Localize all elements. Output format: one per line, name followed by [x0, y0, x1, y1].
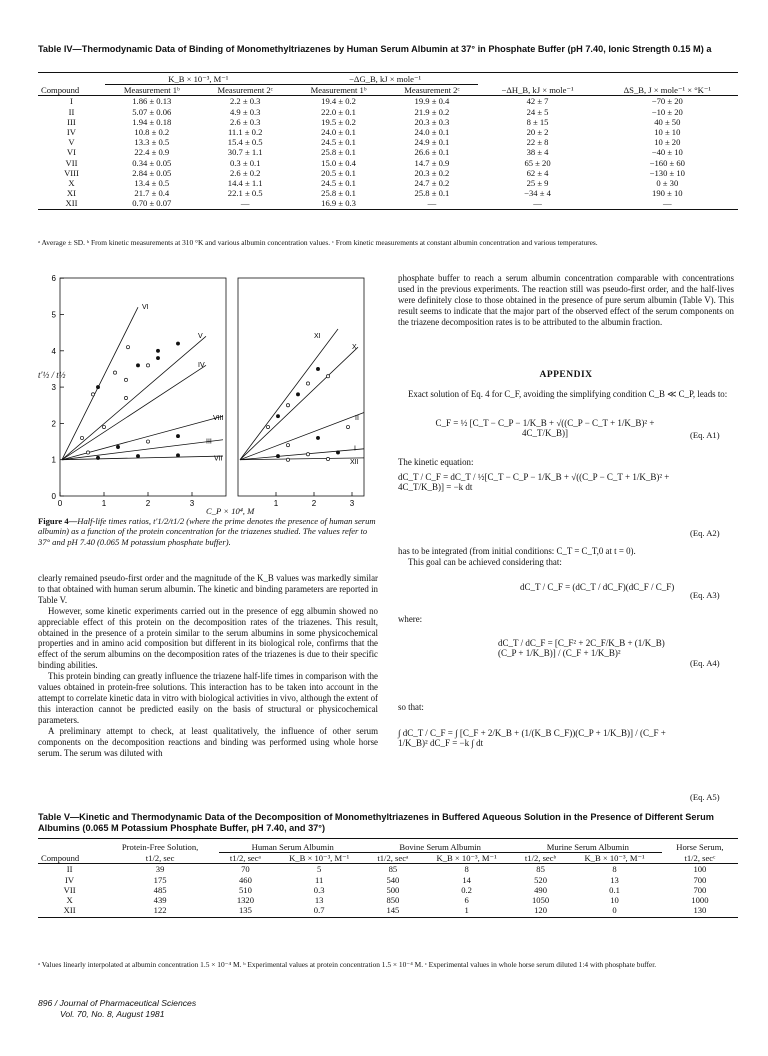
table-cell: 700 [693, 874, 707, 885]
data-point [113, 371, 116, 374]
table-cell: 24 ± 5 [526, 106, 549, 117]
table-row [38, 198, 738, 208]
table-cell: 15.4 ± 0.5 [227, 137, 263, 148]
x-tick-label: 1 [273, 499, 279, 508]
table-cell: 1050 [531, 895, 550, 906]
table-cell: 62 ± 4 [526, 167, 549, 178]
table-cell: 0.7 [313, 905, 325, 916]
series-label: I [354, 445, 356, 453]
data-point [286, 404, 289, 407]
data-point [316, 367, 319, 370]
table-cell: 15.0 ± 0.4 [321, 157, 356, 168]
table-cell: 24.0 ± 0.1 [321, 127, 356, 138]
table-cell: 8 ± 15 [526, 116, 549, 127]
table-cell: 8 [464, 864, 469, 875]
table-cell: 1000 [691, 895, 709, 906]
data-point [326, 457, 329, 460]
table-cell: 10 [610, 895, 619, 906]
y-tick-label: 6 [51, 274, 56, 284]
table-cell: 25.8 ± 0.1 [321, 147, 356, 158]
table-cell: 13 [314, 895, 324, 906]
table-cell: 14.4 ± 1.1 [227, 178, 263, 189]
compound-cell: VI [66, 147, 76, 158]
data-point [286, 458, 289, 461]
table-cell: 22 ± 8 [526, 137, 549, 148]
y-tick-label: 2 [51, 419, 56, 429]
table-cell: 135 [238, 905, 252, 916]
journal-footer [38, 998, 196, 1020]
x-axis-label: C_P × 10⁴, M [206, 506, 255, 516]
data-point [306, 382, 309, 385]
data-point [124, 378, 127, 381]
series-label: XI [314, 333, 321, 341]
table-cell: — [240, 198, 250, 209]
series-label: X [352, 343, 357, 351]
appendix-heading: APPENDIX [539, 370, 593, 380]
table-cell: 6 [464, 895, 469, 906]
col-header: −ΔH_B, kJ × mole⁻¹ [501, 84, 574, 95]
table-cell: 11 [315, 874, 324, 885]
compound-cell: XII [63, 905, 76, 916]
y-tick-label: 1 [51, 455, 56, 465]
so-that-label: so that: [398, 702, 424, 712]
table-cell: 460 [238, 874, 252, 885]
table-cell: −34 ± 4 [524, 188, 551, 199]
kinetic-label: The kinetic equation: [398, 457, 474, 467]
y-tick-label: 0 [51, 492, 56, 501]
col-header: ΔS_B, J × mole⁻¹ × °K⁻¹ [623, 84, 711, 95]
t5-group-bovine: Bovine Serum Albumin [399, 842, 481, 852]
table-cell: — [427, 198, 437, 209]
table-cell: 8 [612, 864, 617, 875]
table-cell: 10.8 ± 0.2 [134, 127, 170, 138]
table-cell: — [533, 198, 542, 209]
compound-cell: XI [66, 188, 76, 199]
data-point [336, 451, 339, 454]
data-point [316, 436, 319, 439]
table-cell: 16.9 ± 0.3 [321, 198, 356, 209]
data-point [176, 454, 179, 457]
table-row [38, 158, 738, 168]
figure4-caption [38, 516, 378, 547]
data-point [266, 425, 269, 428]
footer-line-2: Vol. 70, No. 8, August 1981 [60, 1009, 165, 1019]
table-cell: 120 [534, 905, 547, 916]
figure4 [38, 270, 378, 520]
data-point [136, 454, 139, 457]
table5-title: Table V—Kinetic and Thermodynamic Data of the Decomposition of Monomethyltriazenes in Buffered Aqueous Solution in the Presence of Different Serum Albumins (0.065 M Potassium Phosphate Buffer, pH 7.40, and 37°) [38, 812, 714, 833]
data-point [124, 396, 127, 399]
table-cell: 24.5 ± 0.1 [321, 178, 356, 189]
table-cell: 130 [693, 905, 707, 916]
table-cell: 24.0 ± 0.1 [414, 127, 450, 138]
table-cell: 850 [386, 895, 400, 906]
table-cell: 40 ± 50 [654, 116, 681, 127]
compound-cell: V [68, 137, 75, 148]
table-cell: 490 [534, 884, 547, 895]
table-row [38, 905, 738, 915]
table-cell: 500 [386, 884, 400, 895]
table-cell: 22.0 ± 0.1 [321, 106, 356, 117]
table5 [38, 838, 738, 918]
t5-group-horse: Horse Serum, [676, 842, 724, 853]
table-cell: 1.94 ± 0.18 [132, 116, 172, 127]
table-cell: 0.34 ± 0.05 [132, 157, 172, 168]
equation-a5: ∫ dC_T / C_F = ∫ [C_F + 2/K_B + (1/(K_B C_F))(C_P + 1/K_B)] / (C_F + 1/K_B)² dC_F = −k ∫ dt [398, 728, 666, 748]
x-tick-label: 3 [189, 499, 195, 508]
table-cell: 700 [693, 884, 707, 895]
table4-title: Table IV—Thermodynamic Data of Binding of Monomethyltriazenes by Human Serum Albumin at 37° in Phosphate Buffer (pH 7.40, Ionic Strength 0.15 M) a [38, 44, 712, 54]
table-cell: 2.2 ± 0.3 [229, 96, 261, 107]
data-point [176, 435, 179, 438]
data-point [176, 342, 179, 345]
table-cell: −40 ± 10 [651, 147, 683, 158]
table-row [38, 96, 738, 107]
data-point [96, 456, 99, 459]
table-cell: 0 [612, 905, 617, 916]
table-cell: 0.3 ± 0.1 [229, 157, 261, 168]
eq-tag-a3: (Eq. A3) [690, 590, 720, 600]
eq-tag-a4: (Eq. A4) [690, 658, 720, 668]
y-tick-label: 4 [51, 346, 56, 356]
data-point [126, 346, 129, 349]
table-cell: 85 [536, 864, 545, 875]
compound-cell: X [66, 895, 73, 906]
table-cell: 540 [386, 874, 400, 885]
data-point [146, 440, 149, 443]
table-cell: 10 ± 20 [654, 137, 681, 148]
y-tick-label: 5 [51, 310, 56, 320]
table-cell: 20.5 ± 0.1 [321, 167, 356, 178]
col-header: Measurement 2ᶜ [199, 85, 292, 96]
table4 [38, 72, 738, 210]
table5-footnote: ᵃ Values linearly interpolated at albumin concentration 1.5 × 10⁻⁴ M. ᵇ Experimental values at protein concentration 1.5 × 10⁻⁴ M. ᶜ Experimental values in whole horse serum diluted 1:4 with phosphate buffer. [38, 960, 657, 969]
data-point [86, 451, 89, 454]
table-row [38, 864, 738, 875]
t5-group-human: Human Serum Albumin [251, 842, 334, 852]
integrate-text: has to be integrated (from initial conditions: C_T = C_T,0 at t = 0). [398, 546, 636, 556]
table-cell: 13 [610, 874, 619, 885]
series-line [62, 365, 206, 459]
table-cell: 25.8 ± 0.1 [321, 188, 356, 199]
col-header: Measurement 2ᶜ [385, 85, 478, 96]
compound-cell: XII [65, 198, 78, 209]
table-cell: 22.1 ± 0.5 [227, 188, 263, 199]
table-cell: 19.4 ± 0.2 [321, 96, 356, 107]
table-cell: 4.9 ± 0.3 [229, 106, 261, 117]
series-line [62, 307, 138, 459]
data-point [156, 349, 159, 352]
compound-cell: IV [65, 874, 75, 885]
table-cell: 24.5 ± 0.1 [321, 137, 356, 148]
table-cell: 38 ± 4 [526, 147, 549, 158]
table-cell: — [663, 198, 672, 209]
table-cell: 21.9 ± 0.2 [414, 106, 450, 117]
paragraph: A preliminary attempt to check, at least qualitatively, the influence of other serum components on the decomposition reactions and binding was performed using whole horse serum. The serum was diluted with [38, 725, 378, 758]
compound-cell: II [66, 864, 73, 875]
series-line [240, 413, 364, 460]
table-cell: 70 [241, 864, 250, 875]
series-label: IV [198, 362, 205, 370]
col-header: K_B × 10⁻³, M⁻¹ [272, 853, 367, 864]
table-cell: 520 [534, 874, 547, 885]
table-cell: 0.70 ± 0.07 [132, 198, 172, 209]
table-cell: 10 ± 10 [654, 127, 681, 138]
table-cell: 19.9 ± 0.4 [414, 96, 450, 107]
col-header: Compound [41, 852, 80, 863]
table-cell: 21.7 ± 0.4 [134, 188, 170, 199]
eq-tag-a1: (Eq. A1) [690, 430, 720, 440]
data-point [116, 445, 119, 448]
table-cell: 20.3 ± 0.3 [414, 116, 450, 127]
table-cell: 0.1 [609, 884, 620, 895]
x-tick-label: 0 [57, 499, 63, 508]
col-header: t1/2, secᶜ [684, 852, 716, 863]
series-label: VI [142, 304, 149, 312]
table-cell: 14 [462, 874, 471, 885]
compound-cell: I [70, 96, 73, 107]
equation-a4: dC_T / dC_F = [C_F² + 2C_F/K_B + (1/K_B)(C_P + 1/K_B)] / (C_F + 1/K_B)² [498, 638, 665, 658]
series-line [62, 336, 206, 459]
table-cell: 24.7 ± 0.2 [414, 178, 450, 189]
table-cell: 439 [153, 895, 167, 906]
col-header: t1/2, secᵃ [219, 853, 272, 864]
table-row [38, 117, 738, 127]
col-header: Compound [41, 84, 80, 95]
table-cell: 1 [464, 905, 469, 916]
col-header: t1/2, secᵇ [514, 853, 567, 864]
table-cell: 20.3 ± 0.2 [414, 167, 450, 178]
t5-group-murine: Murine Serum Albumin [546, 842, 629, 852]
table-row [38, 147, 738, 157]
eq-tag-a2: (Eq. A2) [690, 528, 720, 538]
where-label: where: [398, 614, 423, 624]
table-cell: 13.3 ± 0.5 [134, 137, 170, 148]
table-cell: 2.6 ± 0.2 [229, 167, 261, 178]
data-point [296, 393, 299, 396]
equation-a2: dC_T / C_F = dC_T / ½[C_T − C_P − 1/K_B + √((C_P − C_T + 1/K_B)² + 4C_T/K_B)] = −k dt [398, 472, 670, 492]
table-cell: 22.4 ± 0.9 [134, 147, 170, 158]
col-header: K_B × 10⁻³, M⁻¹ [567, 853, 662, 864]
x-tick-label: 1 [101, 499, 107, 508]
table-cell: 175 [153, 874, 167, 885]
x-tick-label: 2 [145, 499, 151, 508]
paragraph: clearly remained pseudo-first order and the magnitude of the K_B values was markedly similar to that obtained with human serum albumin. The kinetic and binding parameters are reported in Table V. [38, 573, 378, 605]
compound-cell: III [67, 116, 76, 127]
table-row [38, 875, 738, 885]
table-cell: 20 ± 2 [526, 127, 549, 138]
paragraph: However, some kinetic experiments carried out in the presence of egg albumin showed no appreciable effect of this protein on the decomposition rates of the triazenes. This result, obtained in the presence of a protein similar to the serum albumins in some physicochemical properties and in amino acid composition but different in its biological role, confirms that the effect of the serum albumins on the decomposition rates of the triazenes is due to their specific binding abilities. [38, 605, 378, 671]
table-row [38, 168, 738, 178]
data-point [156, 356, 159, 359]
figure4-caption-label: Figure 4— [38, 516, 78, 526]
table-cell: 5.07 ± 0.06 [132, 106, 172, 117]
compound-cell: VIII [64, 167, 79, 178]
table-cell: 485 [153, 884, 167, 895]
series-label: VIII [213, 414, 224, 422]
table-row [38, 137, 738, 147]
table-cell: −160 ± 60 [649, 157, 685, 168]
table-cell: 1.86 ± 0.13 [132, 96, 172, 107]
table4-group-dg: −ΔG_B, kJ × mole⁻¹ [349, 74, 422, 84]
col-header: Measurement 1ᵇ [292, 85, 386, 96]
table-row [38, 107, 738, 117]
table-cell: 190 ± 10 [652, 188, 683, 199]
right-paragraph-2: Exact solution of Eq. 4 for C_F, avoiding the simplifying condition C_B ≪ C_P, leads to: [408, 389, 728, 399]
col-header: t1/2, sec [145, 852, 175, 863]
table-cell: 14.7 ± 0.9 [414, 157, 450, 168]
series-line [62, 416, 223, 463]
table-cell: 25.8 ± 0.1 [414, 188, 450, 199]
table4-group-kb: K_B × 10⁻³, M⁻¹ [168, 74, 229, 84]
table-cell: 25 ± 9 [526, 178, 549, 189]
figure4-caption-text: Half-life times ratios, t′1/2/t1/2 (where the prime denotes the presence of human serum albumin) as a function of the protein concentration for the triazenes studied. The values refer to 37° and pH 7.40 (0.065 M potassium phosphate buffer). [38, 516, 376, 547]
table-cell: 30.7 ± 1.1 [227, 147, 263, 158]
data-point [80, 436, 83, 439]
series-label: V [198, 333, 203, 341]
table-cell: 26.6 ± 0.1 [414, 147, 450, 158]
series-label: III [206, 438, 212, 446]
compound-cell: II [68, 106, 75, 117]
data-point [326, 375, 329, 378]
data-point [91, 393, 94, 396]
eq-tag-a5: (Eq. A5) [690, 792, 720, 802]
table-cell: 0 ± 30 [656, 178, 679, 189]
table-cell: 24.9 ± 0.1 [414, 137, 450, 148]
table-cell: 100 [693, 864, 707, 875]
achieved-text: This goal can be achieved considering that: [408, 557, 562, 567]
table-row [38, 178, 738, 188]
x-tick-label: 2 [311, 499, 317, 508]
table4-footnote: ᵃ Average ± SD. ᵇ From kinetic measurements at 310 °K and various albumin concentration values. ᶜ From kinetic measurements at constant albumin concentration and various temperatures. [38, 238, 598, 247]
compound-cell: VII [63, 884, 76, 895]
compound-cell: IV [66, 127, 76, 138]
equation-a1: C_F = ½ [C_T − C_P − 1/K_B + √((C_P − C_T + 1/K_B)² + 4C_T/K_B)] [435, 418, 655, 438]
series-label: XII [350, 459, 359, 467]
table-cell: −130 ± 10 [649, 167, 685, 178]
y-axis-label: t′½ / t½ [38, 370, 66, 380]
table-cell: 0.2 [461, 884, 472, 895]
table-cell: 122 [153, 905, 167, 916]
table-row [38, 127, 738, 137]
right-paragraph-1: phosphate buffer to reach a serum albumin concentration comparable with concentrations used in the previous experiments. The reaction still was pseudo-first order, and the half-lives were definitely close to those obtained in the presence of pure serum albumin (Table V). This result seems to indicate that the major part of the observed effect of the serum components on the triazene decomposition rates is to be attributed to the albumin fraction. [398, 273, 734, 327]
series-line [240, 329, 338, 460]
table-cell: 42 ± 7 [526, 96, 549, 107]
table-row [38, 188, 738, 198]
table-cell: 19.5 ± 0.2 [321, 116, 356, 127]
equation-a3: dC_T / C_F = (dC_T / dC_F)(dC_F / C_F) [520, 582, 675, 592]
col-header: Measurement 1ᵇ [105, 85, 199, 96]
col-header: K_B × 10⁻³, M⁻¹ [419, 853, 514, 864]
data-point [306, 453, 309, 456]
data-point [346, 425, 349, 428]
table-cell: 65 ± 20 [524, 157, 551, 168]
table-cell: 13.4 ± 0.5 [134, 178, 170, 189]
table-cell: 11.1 ± 0.2 [227, 127, 263, 138]
table-cell: 1320 [236, 895, 255, 906]
data-point [102, 425, 105, 428]
table-cell: 510 [238, 884, 252, 895]
table-row [38, 895, 738, 905]
data-point [96, 386, 99, 389]
table-cell: 0.3 [313, 884, 325, 895]
table-cell: 5 [317, 864, 322, 875]
compound-cell: VII [65, 157, 78, 168]
table-cell: −70 ± 20 [651, 96, 683, 107]
table-cell: 2.6 ± 0.3 [229, 116, 261, 127]
t5-group-protein-free: Protein-Free Solution, [121, 842, 199, 853]
paragraph: This protein binding can greatly influence the triazene half-life times in comparison with the values obtained in protein-free solutions. This interaction has to be taken into account in the attempt to correlate kinetic data in vitro with biological activities in vivo, although the extent of this interaction cannot be predicted easily on the basis of structural or physicochemical parameters. [38, 671, 378, 725]
compound-cell: X [68, 178, 75, 189]
data-point [276, 454, 279, 457]
footer-line-1: 896 / Journal of Pharmaceutical Sciences [38, 998, 197, 1008]
table-cell: 2.84 ± 0.05 [132, 167, 172, 178]
table-cell: 39 [155, 864, 165, 875]
series-label: VII [214, 455, 223, 463]
series-line [240, 347, 358, 460]
data-point [276, 415, 279, 418]
data-point [136, 364, 139, 367]
table-cell: 145 [386, 905, 400, 916]
data-point [146, 364, 149, 367]
y-tick-label: 3 [51, 383, 56, 393]
data-point [286, 444, 289, 447]
col-header: t1/2, secᵃ [366, 853, 419, 864]
figure4-plot [38, 270, 378, 520]
table-row [38, 885, 738, 895]
table-cell: −10 ± 20 [651, 106, 683, 117]
series-label: II [355, 414, 359, 422]
table-cell: 85 [388, 864, 398, 875]
left-column-text [38, 573, 378, 758]
x-tick-label: 3 [349, 499, 355, 508]
